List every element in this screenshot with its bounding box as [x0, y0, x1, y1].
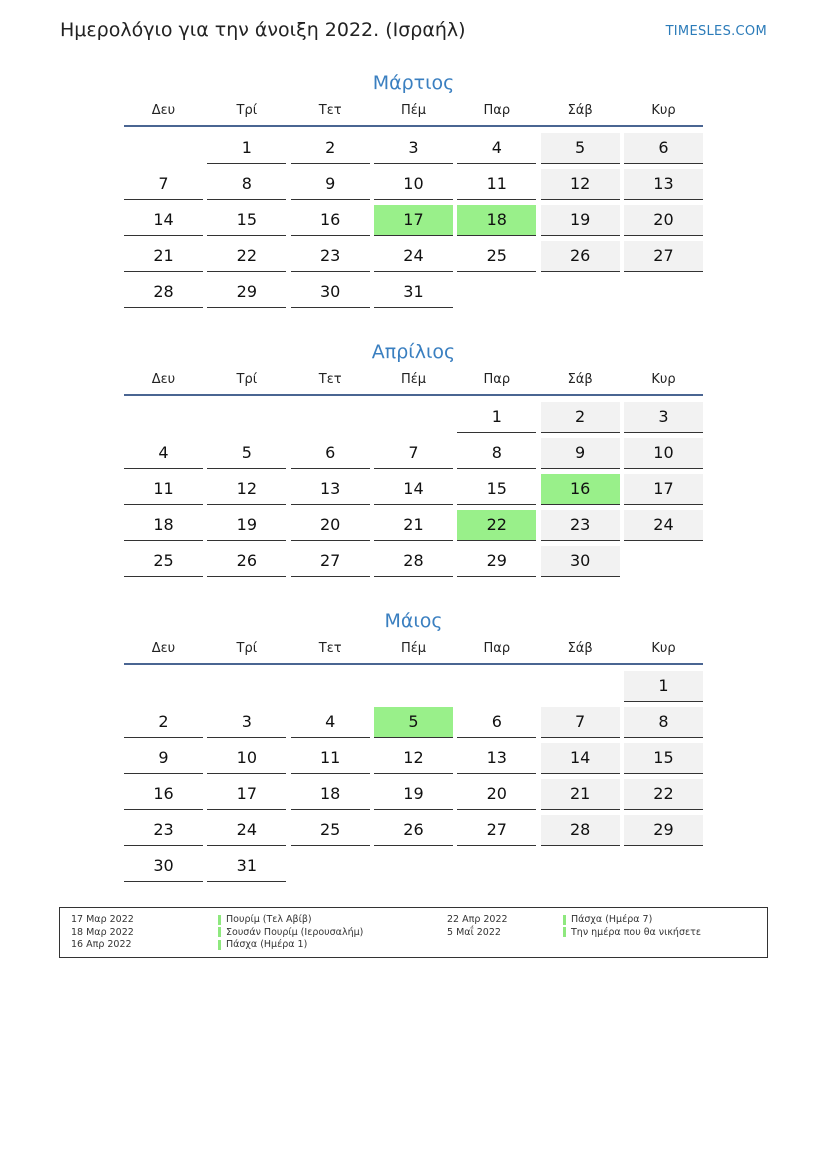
week-row: [124, 472, 703, 508]
day-cell: 1: [624, 671, 703, 702]
day-cell: 27: [291, 546, 370, 577]
weekday-label: Πέμ: [400, 641, 427, 656]
weekday-label: Τετ: [318, 372, 342, 387]
month-title: Μάρτιος: [372, 72, 455, 94]
day-cell: 8: [457, 438, 536, 469]
weekday-label: Σάβ: [567, 372, 593, 387]
day-cell: 7: [541, 707, 620, 738]
header-divider: [124, 663, 703, 665]
week-row: [124, 741, 703, 777]
weekday-label: Τετ: [318, 641, 342, 656]
day-cell: 1: [457, 402, 536, 433]
empty-cell: [207, 402, 286, 432]
legend-names-left: [218, 914, 363, 952]
day-cell: 30: [124, 851, 203, 882]
legend-dates-right: [447, 914, 508, 939]
week-row: [124, 544, 703, 580]
day-cell: 13: [291, 474, 370, 505]
legend-date: 16 Απρ 2022: [71, 939, 132, 950]
legend-holiday: [563, 927, 701, 940]
day-cell: 23: [124, 815, 203, 846]
day-cell: 22: [624, 779, 703, 810]
day-cell: 12: [374, 743, 453, 774]
weekday-label: Δευ: [151, 372, 176, 387]
day-cell: 6: [291, 438, 370, 469]
legend-dates-left: [71, 914, 134, 952]
page-title: Ημερολόγιο για την άνοιξη 2022. (Ισραήλ): [60, 19, 466, 41]
empty-cell: [457, 671, 536, 701]
holiday-marker: [218, 927, 221, 937]
day-cell: 16: [124, 779, 203, 810]
week-row: [124, 813, 703, 849]
day-cell: 21: [374, 510, 453, 541]
legend-holiday-name: Την ημέρα που θα νικήσετε: [571, 926, 701, 938]
weekday-label: Κυρ: [651, 103, 676, 118]
weekday-label: Σάβ: [567, 641, 593, 656]
holiday-marker: [563, 927, 566, 937]
day-cell: 19: [207, 510, 286, 541]
day-cell: 16: [541, 474, 620, 505]
month-block: [124, 606, 703, 885]
week-row: [124, 777, 703, 813]
day-cell: 8: [207, 169, 286, 200]
legend-date: 18 Μαρ 2022: [71, 926, 134, 938]
week-row: [124, 400, 703, 436]
day-cell: 15: [457, 474, 536, 505]
holiday-marker: [218, 940, 221, 950]
weekday-label: Δευ: [151, 103, 176, 118]
weeks-grid: [124, 669, 703, 885]
empty-cell: [624, 851, 703, 881]
empty-cell: [374, 402, 453, 432]
day-cell: 27: [624, 241, 703, 272]
day-cell: 16: [291, 205, 370, 236]
empty-cell: [624, 546, 703, 576]
day-cell: 5: [207, 438, 286, 469]
day-cell: 14: [541, 743, 620, 774]
weekday-label: Τρί: [236, 103, 258, 118]
day-cell: 24: [624, 510, 703, 541]
weekday-header: [124, 367, 703, 392]
legend-holiday: [563, 914, 701, 927]
day-cell: 18: [291, 779, 370, 810]
week-row: [124, 849, 703, 885]
empty-cell: [291, 851, 370, 881]
weekday-header: [124, 98, 703, 123]
day-cell: 3: [374, 133, 453, 164]
legend-date: 17 Μαρ 2022: [71, 914, 134, 925]
day-cell: 12: [541, 169, 620, 200]
empty-cell: [291, 671, 370, 701]
day-cell: 10: [624, 438, 703, 469]
legend-holiday: [218, 914, 363, 927]
day-cell: 21: [541, 779, 620, 810]
weeks-grid: [124, 131, 703, 311]
day-cell: 6: [624, 133, 703, 164]
brand-link[interactable]: TIMESLES.COM: [665, 24, 767, 39]
empty-cell: [374, 851, 453, 881]
day-cell: 31: [207, 851, 286, 882]
legend-holiday-name: Σουσάν Πουρίμ (Ιερουσαλήμ): [226, 926, 364, 938]
day-cell: 29: [207, 277, 286, 308]
holiday-marker: [563, 915, 566, 925]
day-cell: 11: [291, 743, 370, 774]
weekday-label: Τρί: [236, 641, 258, 656]
day-cell: 24: [207, 815, 286, 846]
day-cell: 25: [124, 546, 203, 577]
day-cell: 4: [291, 707, 370, 738]
day-cell: 28: [124, 277, 203, 308]
empty-cell: [457, 277, 536, 307]
day-cell: 13: [457, 743, 536, 774]
day-cell: 24: [374, 241, 453, 272]
day-cell: 11: [124, 474, 203, 505]
day-cell: 2: [124, 707, 203, 738]
day-cell: 11: [457, 169, 536, 200]
day-cell: 2: [541, 402, 620, 433]
day-cell: 7: [124, 169, 203, 200]
empty-cell: [124, 671, 203, 701]
day-cell: 25: [291, 815, 370, 846]
week-row: [124, 203, 703, 239]
empty-cell: [124, 133, 203, 163]
day-cell: 22: [207, 241, 286, 272]
day-cell: 6: [457, 707, 536, 738]
day-cell: 14: [124, 205, 203, 236]
day-cell: 10: [207, 743, 286, 774]
day-cell: 18: [457, 205, 536, 236]
weekday-label: Κυρ: [651, 641, 676, 656]
day-cell: 9: [541, 438, 620, 469]
week-row: [124, 275, 703, 311]
week-row: [124, 669, 703, 705]
day-cell: 29: [624, 815, 703, 846]
day-cell: 9: [124, 743, 203, 774]
day-cell: 22: [457, 510, 536, 541]
day-cell: 20: [291, 510, 370, 541]
day-cell: 4: [124, 438, 203, 469]
weekday-label: Πέμ: [400, 103, 427, 118]
day-cell: 13: [624, 169, 703, 200]
empty-cell: [291, 402, 370, 432]
week-row: [124, 436, 703, 472]
week-row: [124, 131, 703, 167]
day-cell: 28: [541, 815, 620, 846]
header-divider: [124, 394, 703, 396]
month-block: [124, 337, 703, 580]
weekday-label: Κυρ: [651, 372, 676, 387]
legend-names-right: [563, 914, 701, 939]
day-cell: 18: [124, 510, 203, 541]
weekday-label: Παρ: [483, 372, 511, 387]
day-cell: 23: [541, 510, 620, 541]
legend-holiday-name: Πάσχα (Ημέρα 1): [226, 939, 308, 950]
month-block: [124, 68, 703, 311]
legend-holiday: [218, 927, 363, 940]
day-cell: 26: [207, 546, 286, 577]
empty-cell: [374, 671, 453, 701]
day-cell: 3: [207, 707, 286, 738]
legend-date: 22 Απρ 2022: [447, 914, 508, 925]
day-cell: 15: [624, 743, 703, 774]
month-title: Μάιος: [384, 610, 443, 632]
day-cell: 4: [457, 133, 536, 164]
day-cell: 17: [374, 205, 453, 236]
empty-cell: [624, 277, 703, 307]
day-cell: 19: [374, 779, 453, 810]
month-title: Απρίλιος: [371, 341, 456, 363]
weekday-label: Τρί: [236, 372, 258, 387]
day-cell: 26: [541, 241, 620, 272]
day-cell: 20: [624, 205, 703, 236]
day-cell: 14: [374, 474, 453, 505]
day-cell: 17: [624, 474, 703, 505]
day-cell: 12: [207, 474, 286, 505]
weekday-header: [124, 636, 703, 661]
day-cell: 31: [374, 277, 453, 308]
day-cell: 17: [207, 779, 286, 810]
day-cell: 15: [207, 205, 286, 236]
holiday-marker: [218, 915, 221, 925]
day-cell: 28: [374, 546, 453, 577]
day-cell: 2: [291, 133, 370, 164]
weeks-grid: [124, 400, 703, 580]
day-cell: 23: [291, 241, 370, 272]
weekday-label: Πέμ: [400, 372, 427, 387]
day-cell: 7: [374, 438, 453, 469]
day-cell: 30: [291, 277, 370, 308]
holiday-legend: [59, 907, 768, 958]
day-cell: 8: [624, 707, 703, 738]
weekday-label: Δευ: [151, 641, 176, 656]
empty-cell: [541, 671, 620, 701]
empty-cell: [541, 851, 620, 881]
week-row: [124, 167, 703, 203]
legend-holiday-name: Πάσχα (Ημέρα 7): [571, 914, 653, 925]
weekday-label: Σάβ: [567, 103, 593, 118]
day-cell: 3: [624, 402, 703, 433]
empty-cell: [541, 277, 620, 307]
week-row: [124, 239, 703, 275]
day-cell: 21: [124, 241, 203, 272]
empty-cell: [457, 851, 536, 881]
day-cell: 20: [457, 779, 536, 810]
week-row: [124, 705, 703, 741]
day-cell: 27: [457, 815, 536, 846]
day-cell: 29: [457, 546, 536, 577]
day-cell: 30: [541, 546, 620, 577]
day-cell: 1: [207, 133, 286, 164]
legend-date: 5 Μαΐ 2022: [447, 926, 501, 938]
week-row: [124, 508, 703, 544]
day-cell: 10: [374, 169, 453, 200]
day-cell: 25: [457, 241, 536, 272]
day-cell: 26: [374, 815, 453, 846]
empty-cell: [124, 402, 203, 432]
legend-holiday-name: Πουρίμ (Τελ Αβίβ): [226, 914, 312, 925]
day-cell: 9: [291, 169, 370, 200]
day-cell: 5: [374, 707, 453, 738]
day-cell: 5: [541, 133, 620, 164]
empty-cell: [207, 671, 286, 701]
weekday-label: Παρ: [483, 641, 511, 656]
weekday-label: Τετ: [318, 103, 342, 118]
day-cell: 19: [541, 205, 620, 236]
weekday-label: Παρ: [483, 103, 511, 118]
header-divider: [124, 125, 703, 127]
legend-holiday: [218, 939, 363, 952]
